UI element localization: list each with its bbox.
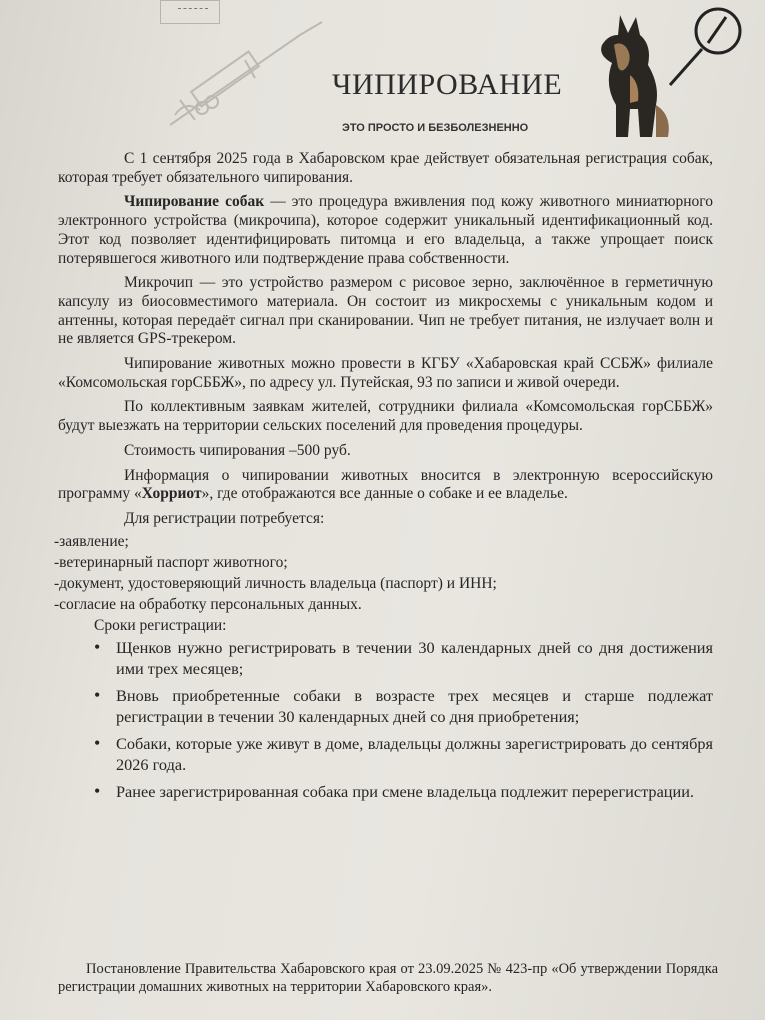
syringe-icon xyxy=(150,20,330,140)
list-item: -согласие на обработку персональных данных. xyxy=(54,595,362,613)
paragraph-price: Стоимость чипирования –500 руб. xyxy=(124,441,351,459)
requirements-list xyxy=(54,531,713,615)
paragraph-location: Чипирование животных можно провести в КГБУ «Хабаровская край ССБЖ» филиале «Комсомольская горСББЖ», по адресу ул. Путейская, 93 по записи и живой очереди. xyxy=(58,355,713,391)
list-item: -заявление; xyxy=(54,532,129,550)
definition-text: — это процедура вживления под кожу животного миниатюрного электронного устройства (микрочипа), которое содержит уникальный идентификационный код. Этот код позволяет идентифицировать питомца и его владельца, а также упрощает поиск потерявшегося животного или подтверждение права собственности. xyxy=(58,193,713,267)
paragraph-requirements-label: Для регистрации потребуется: xyxy=(124,509,325,527)
horriot-program-name: Хорриот xyxy=(141,485,202,503)
page-subtitle: ЭТО ПРОСТО И БЕЗБОЛЕЗНЕННО xyxy=(342,122,529,134)
horriot-text-end: », где отображаются все данные о собаке и ее владелье. xyxy=(201,485,568,503)
decree-reference: Постановление Правительства Хабаровского края от 23.09.2025 № 423-пр «Об утверждении Порядка регистрации домашних животных на территории Хабаровского края». xyxy=(58,961,718,995)
list-item: • Ранее зарегистрированная собака при смене владельца подлежит перерегистрации. xyxy=(94,781,713,802)
list-item: • Вновь приобретенные собаки в возрасте трех месяцев и старше подлежат регистрации в течении 30 календарных дней со дня приобретения; xyxy=(94,685,713,727)
paragraph-microchip: Микрочип — это устройство размером с рисовое зерно, заключённое в герметичную капсулу из биосовместимого материала. Он состоит из микросхемы с уникальным кодом и антенны, которая передаёт сигнал при сканировании. Чип не требует питания, не излучает волн и не является GPS-трекером. xyxy=(58,274,713,348)
paragraph-horriot xyxy=(58,467,713,504)
page-title: ЧИПИРОВАНИЕ xyxy=(332,68,563,101)
paragraph-intro: С 1 сентября 2025 года в Хабаровском крае действует обязательная регистрация собак, которая требует обязательного чипирования. xyxy=(58,150,713,186)
list-item: -ветеринарный паспорт животного; xyxy=(54,553,288,571)
paragraph-collective: По коллективным заявкам жителей, сотрудники филиала «Комсомольская горСББЖ» будут выезжать на территории сельских поселений для проведения процедуры. xyxy=(58,398,713,435)
list-item: • Собаки, которые уже живут в доме, владельцы должны зарегистрировать до сентября 2026 года. xyxy=(94,733,713,775)
list-item: • Щенков нужно регистрировать в течении 30 календарных дней со дня достижения ими трех месяцев; xyxy=(94,637,713,679)
paragraph-definition xyxy=(58,193,713,268)
horriot-text-start: Информация о чипировании животных вносится в электронную всероссийскую программу « xyxy=(58,466,713,503)
list-item: -документ, удостоверяющий личность владельца (паспорт) и ИНН; xyxy=(54,574,497,592)
document-body xyxy=(54,150,713,808)
tape-perforation xyxy=(178,8,208,15)
dog-icon xyxy=(590,5,750,145)
term-chipping-dogs: Чипирование собак xyxy=(124,193,265,211)
terms-label: Сроки регистрации: xyxy=(94,616,227,634)
terms-list xyxy=(58,637,713,802)
